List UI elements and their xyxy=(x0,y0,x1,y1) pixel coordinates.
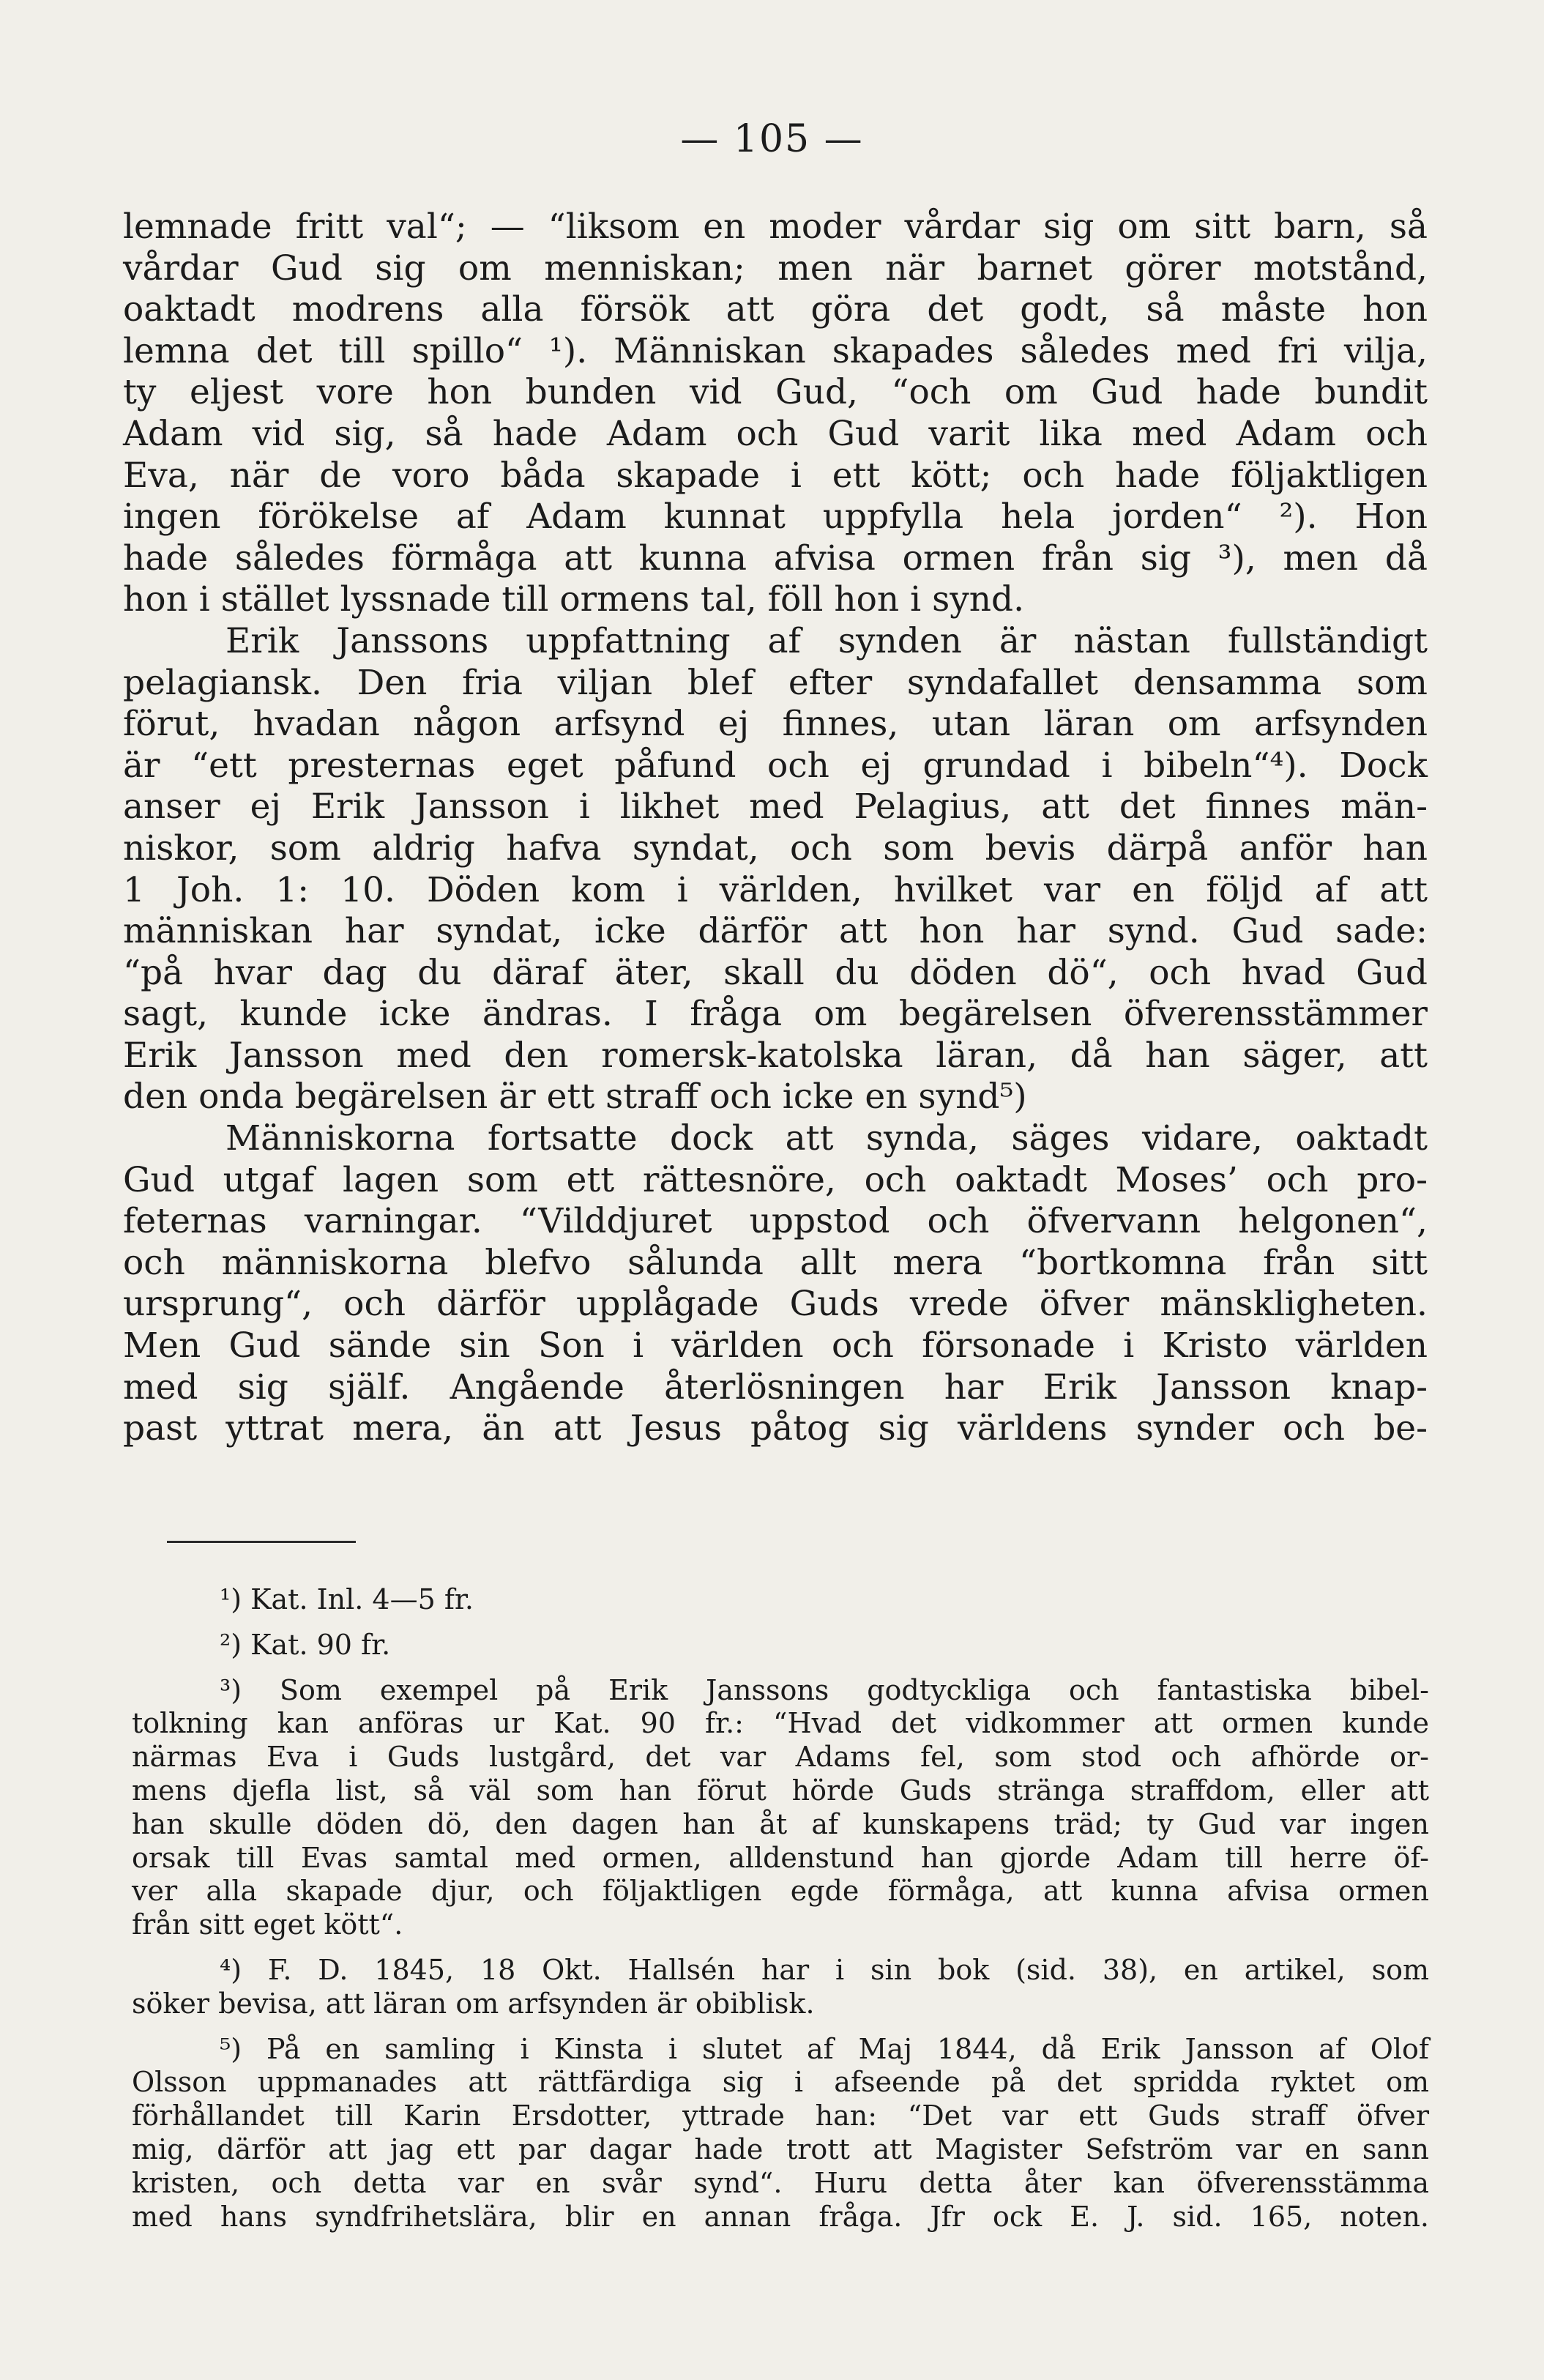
text-line: hon i stället lyssnade till ormens tal, föll hon i synd. xyxy=(123,579,1025,620)
text-line: ursprung“, och därför upplågade Guds vrede öfver mänskligheten. xyxy=(123,1284,1428,1325)
footnote-line: tolkning kan anföras ur Kat. 90 fr.: “Hvad det vidkommer att ormen kunde xyxy=(132,1707,1429,1740)
footnote-line: ⁵) På en samling i Kinsta i slutet af Maj 1844, då Erik Jansson af Olof xyxy=(220,2032,1429,2065)
text-line: med sig själf. Angående återlösningen har Erik Jansson knap- xyxy=(123,1366,1428,1407)
text-line: oaktadt modrens alla försök att göra det godt, så måste hon xyxy=(123,289,1428,330)
text-line: är “ett presternas eget påfund och ej grundad i bibeln“⁴). Dock xyxy=(123,745,1428,786)
footnote xyxy=(132,1954,1429,2021)
text-line: Människorna fortsatte dock att synda, säges vidare, oaktadt xyxy=(225,1118,1428,1159)
footnote xyxy=(132,1674,1429,1942)
text-line: ty eljest vore hon bunden vid Gud, “och om Gud hade bundit xyxy=(123,372,1428,413)
text-line: vårdar Gud sig om menniskan; men när barnet görer motstånd, xyxy=(123,248,1428,289)
footnote xyxy=(132,1629,1429,1662)
footnote-line: söker bevisa, att läran om arfsynden är obiblisk. xyxy=(132,1987,815,2020)
footnote-line: orsak till Evas samtal med ormen, alldenstund han gjorde Adam till herre öf- xyxy=(132,1841,1429,1874)
text-line: människan har syndat, icke därför att hon har synd. Gud sade: xyxy=(123,911,1428,952)
footnote-line: med hans syndfrihetslära, blir en annan fråga. Jfr ock E. J. sid. 165, noten. xyxy=(132,2200,1429,2233)
text-line: “på hvar dag du däraf äter, skall du döden dö“, och hvad Gud xyxy=(123,952,1428,993)
text-line: Men Gud sände sin Son i världen och försonade i Kristo världen xyxy=(123,1325,1428,1366)
footnote-line: ver alla skapade djur, och följaktligen egde förmåga, att kunna afvisa ormen xyxy=(132,1875,1429,1908)
text-line: Erik Janssons uppfattning af synden är nästan fullständigt xyxy=(225,620,1428,661)
footnotes xyxy=(132,1583,1429,2234)
footnote-line: Olsson uppmanades att rättfärdiga sig i afseende på det spridda ryktet om xyxy=(132,2066,1429,2099)
footnote-line: ⁴) F. D. 1845, 18 Okt. Hallsén har i sin bok (sid. 38), en artikel, som xyxy=(220,1953,1429,1986)
footnote-spacer xyxy=(132,1942,1429,1954)
footnote-line: han skulle döden dö, den dagen han åt af kunskapens träd; ty Gud var ingen xyxy=(132,1807,1429,1840)
footnote-line: mens djefla list, så väl som han förut hörde Guds stränga straffdom, eller att xyxy=(132,1774,1429,1807)
text-line: Eva, när de voro båda skapade i ett kött; och hade följaktligen xyxy=(123,455,1428,496)
footnote-spacer xyxy=(132,2021,1429,2033)
footnote-spacer xyxy=(132,1662,1429,1674)
footnote-line: ²) Kat. 90 fr. xyxy=(220,1628,391,1661)
text-line: lemnade fritt val“; — “liksom en moder vårdar sig om sitt barn, så xyxy=(123,207,1428,247)
text-line: sagt, kunde icke ändras. I fråga om begärelsen öfverensstämmer xyxy=(123,994,1428,1035)
main-text xyxy=(123,207,1428,1450)
text-line: Adam vid sig, så hade Adam och Gud varit lika med Adam och xyxy=(123,413,1428,454)
footnote-line: närmas Eva i Guds lustgård, det var Adams fel, som stod och afhörde or- xyxy=(132,1741,1429,1774)
page-number: — 105 — xyxy=(680,117,864,161)
text-line: ingen förökelse af Adam kunnat uppfylla hela jorden“ ²). Hon xyxy=(123,497,1428,538)
footnote-line: ³) Som exempel på Erik Janssons godtyckliga och fantastiska bibel- xyxy=(220,1673,1429,1706)
text-line: 1 Joh. 1: 10. Döden kom i världen, hvilket var en följd af att xyxy=(123,869,1428,910)
footnote-line: kristen, och detta var en svår synd“. Huru detta åter kan öfverensstämma xyxy=(132,2166,1429,2199)
text-line: pelagiansk. Den fria viljan blef efter syndafallet densamma som xyxy=(123,662,1428,703)
text-line: past yttrat mera, än att Jesus påtog sig världens synder och be- xyxy=(123,1408,1428,1449)
footnote-line: mig, därför att jag ett par dagar hade trott att Magister Sefström var en sann xyxy=(132,2132,1429,2165)
footnote-separator xyxy=(167,1541,356,1543)
footnote xyxy=(132,1583,1429,1617)
text-line: hade således förmåga att kunna afvisa ormen från sig ³), men då xyxy=(123,538,1428,579)
footnote-spacer xyxy=(132,1617,1429,1629)
text-line: niskor, som aldrig hafva syndat, och som bevis därpå anför han xyxy=(123,828,1428,869)
footnote-line: från sitt eget kött“. xyxy=(132,1908,403,1941)
footnote xyxy=(132,2033,1429,2234)
footnote-line: förhållandet till Karin Ersdotter, yttrade han: “Det var ett Guds straff öfver xyxy=(132,2100,1429,2132)
text-line: feternas varningar. “Vilddjuret uppstod och öfvervann helgonen“, xyxy=(123,1201,1428,1242)
text-line: och människorna blefvo sålunda allt mera “bortkomna från sitt xyxy=(123,1242,1428,1283)
text-line: anser ej Erik Jansson i likhet med Pelagius, att det finnes män- xyxy=(123,786,1428,828)
text-line: lemna det till spillo“ ¹). Människan skapades således med fri vilja, xyxy=(123,330,1428,371)
text-line: Gud utgaf lagen som ett rättesnöre, och oaktadt Moses’ och pro- xyxy=(123,1159,1428,1200)
footnote-line: ¹) Kat. Inl. 4—5 fr. xyxy=(220,1583,474,1615)
text-line: Erik Jansson med den romersk-katolska läran, då han säger, att xyxy=(123,1035,1428,1076)
text-line: den onda begärelsen är ett straff och icke en synd⁵) xyxy=(123,1076,1027,1118)
text-line: förut, hvadan någon arfsynd ej finnes, utan läran om arfsynden xyxy=(123,704,1428,745)
